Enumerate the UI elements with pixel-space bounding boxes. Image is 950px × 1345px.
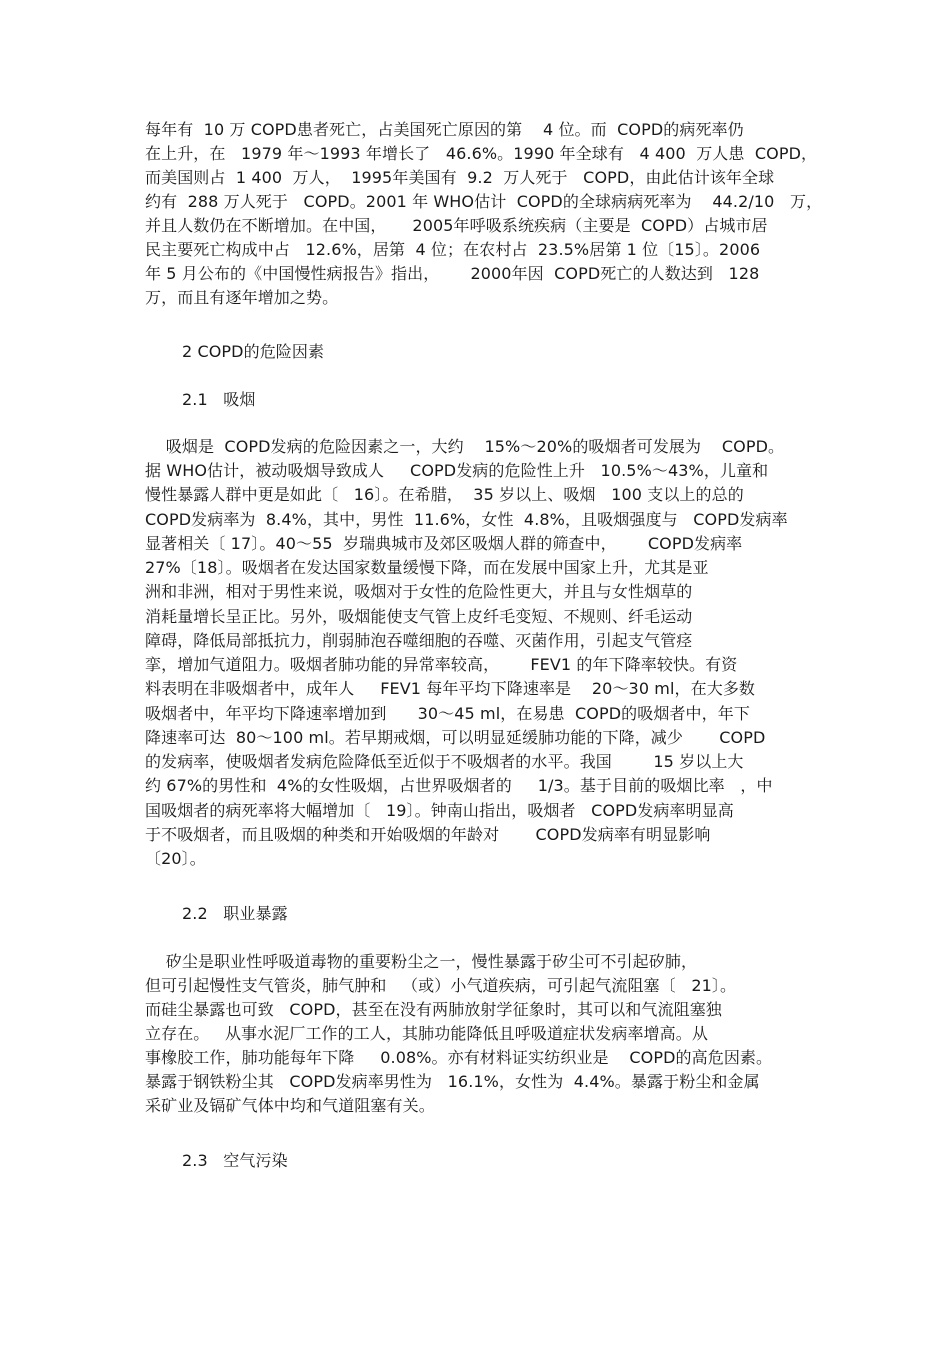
text-line: COPD发病率为 8.4%，其中，男性 11.6%，女性 4.8%，且吸烟强度与 COPD发病率: [145, 510, 788, 529]
subsection-heading-occupational: 2.2 职业暴露: [182, 904, 288, 923]
text-line: 27%〔18〕。吸烟者在发达国家数量缓慢下降，而在发展中国家上升，尤其是亚: [145, 558, 709, 577]
section-heading-risk-factors: 2 COPD的危险因素: [182, 342, 325, 361]
text-line: 吸烟者中，年平均下降速率增加到 30～45 ml，在易患 COPD的吸烟者中，年下: [145, 704, 750, 723]
text-line: 据 WHO估计，被动吸烟导致成人 COPD发病的危险性上升 10.5%～43%，儿童和: [145, 461, 769, 480]
text-line: 慢性暴露人群中更是如此〔 16〕。在希腊， 35 岁以上、吸烟 100 支以上的总的: [145, 485, 744, 504]
text-line: 料表明在非吸烟者中，成年人 FEV1 每年平均下降速率是 20～30 ml，在大多数: [145, 679, 756, 698]
text-line: 并且人数仍在不断增加。在中国， 2005年呼吸系统疾病（主要是 COPD）占城市居: [145, 216, 768, 235]
text-line: 在上升，在 1979 年～1993 年增长了 46.6%。1990 年全球有 4 400 万人患 COPD，: [145, 144, 818, 163]
text-line: 民主要死亡构成中占 12.6%，居第 4 位；在农村占 23.5%居第 1 位〔15〕。2006: [145, 240, 761, 259]
text-line: 的发病率，使吸烟者发病危险降低至近似于不吸烟者的水平。我国 15 岁以上大: [145, 752, 744, 771]
text-line: 洲和非洲，相对于男性来说，吸烟对于女性的危险性更大，并且与女性烟草的: [145, 582, 693, 601]
text-line: 消耗量增长呈正比。另外，吸烟能使支气管上皮纤毛变短、不规则、纤毛运动: [145, 607, 693, 626]
text-line: 约有 288 万人死于 COPD。2001 年 WHO估计 COPD的全球病病死率为 44.2/10 万，: [145, 192, 823, 211]
text-line: 暴露于钢铁粉尘其 COPD发病率男性为 16.1%，女性为 4.4%。暴露于粉尘和金属: [145, 1072, 760, 1091]
text-line: 年 5 月公布的《中国慢性病报告》指出， 2000年因 COPD死亡的人数达到 128: [145, 264, 760, 283]
text-line: 〔20〕。: [145, 849, 206, 868]
text-line: 吸烟是 COPD发病的危险因素之一，大约 15%～20%的吸烟者可发展为 COPD。: [145, 437, 785, 456]
subsection-heading-air-pollution: 2.3 空气污染: [182, 1151, 288, 1170]
text-line: 显著相关〔 17〕。40～55 岁瑞典城市及郊区吸烟人群的筛查中， COPD发病率: [145, 534, 743, 553]
text-line: 矽尘是职业性呼吸道毒物的重要粉尘之一，慢性暴露于矽尘可不引起矽肺，: [145, 952, 698, 971]
text-line: 国吸烟者的病死率将大幅增加〔 19〕。钟南山指出，吸烟者 COPD发病率明显高: [145, 801, 734, 820]
text-line: 于不吸烟者，而且吸烟的种类和开始吸烟的年龄对 COPD发病率有明显影响: [145, 825, 711, 844]
text-line: 降速率可达 80～100 ml。若早期戒烟，可以明显延缓肺功能的下降，减少 COPD: [145, 728, 766, 747]
text-line: 而硅尘暴露也可致 COPD，甚至在没有两肺放射学征象时，其可以和气流阻塞独: [145, 1000, 722, 1019]
text-line: 事橡胶工作，肺功能每年下降 0.08%。亦有材料证实纺织业是 COPD的高危因素。: [145, 1048, 773, 1067]
text-line: 约 67%的男性和 4%的女性吸烟，占世界吸烟者的 1/3。基于目前的吸烟比率 ，中: [145, 776, 773, 795]
text-line: 采矿业及镉矿气体中均和气道阻塞有关。: [145, 1096, 435, 1115]
text-line: 万，而且有逐年增加之势。: [145, 288, 339, 307]
text-line: 而美国则占 1 400 万人， 1995年美国有 9.2 万人死于 COPD，由此估计该年全球: [145, 168, 775, 187]
text-line: 每年有 10 万 COPD患者死亡，占美国死亡原因的第 4 位。而 COPD的病死率仍: [145, 120, 744, 139]
text-line: 挛，增加气道阻力。吸烟者肺功能的异常率较高， FEV1 的年下降率较快。有资: [145, 655, 738, 674]
subsection-heading-smoking: 2.1 吸烟: [182, 390, 256, 409]
text-line: 障碍，降低局部抵抗力，削弱肺泡吞噬细胞的吞噬、灭菌作用，引起支气管痉: [145, 631, 693, 650]
text-line: 立存在。 从事水泥厂工作的工人，其肺功能降低且呼吸道症状发病率增高。从: [145, 1024, 708, 1043]
text-line: 但可引起慢性支气管炎，肺气肿和 （或）小气道疾病，可引起气流阻塞〔 21〕。: [145, 976, 737, 995]
